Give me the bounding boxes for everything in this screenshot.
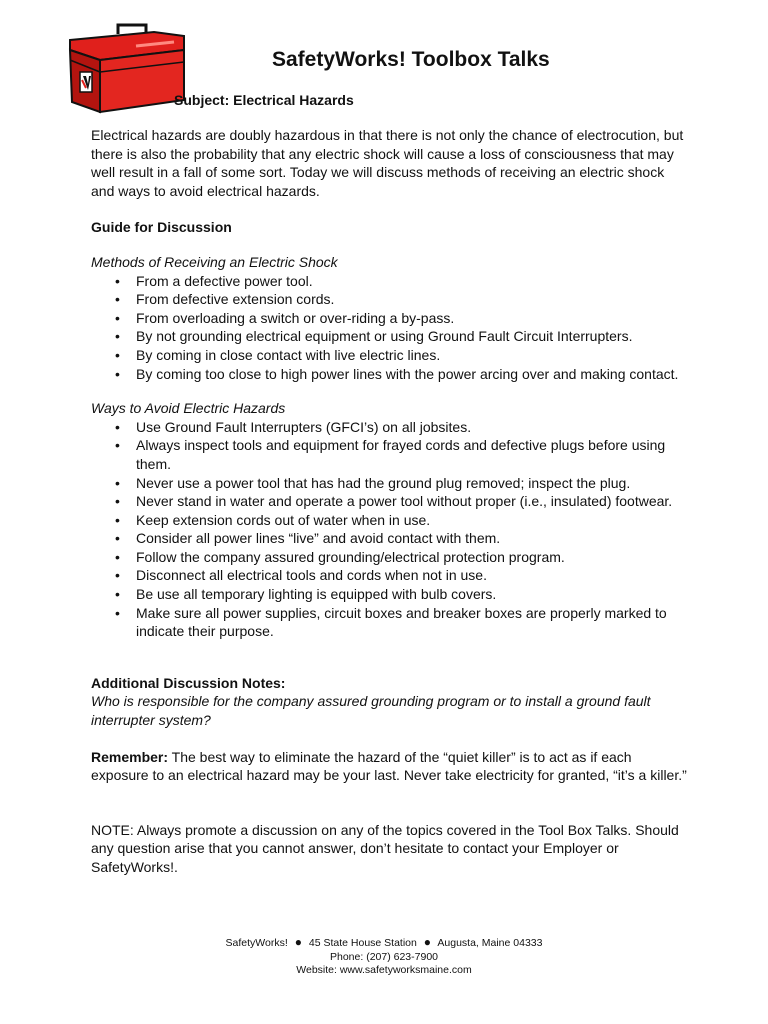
footer-address: 45 State House Station <box>308 937 417 949</box>
bullet-dot-icon: ● <box>294 935 302 949</box>
list-item: • Consider all power lines “live” and avoid contact with them. <box>91 529 691 548</box>
page-title: SafetyWorks! Toolbox Talks <box>272 48 550 71</box>
methods-heading: Methods of Receiving an Electric Shock <box>91 253 338 270</box>
list-item: • Disconnect all electrical tools and cords when not in use. <box>91 566 691 585</box>
footer-org: SafetyWorks! <box>225 937 288 949</box>
toolbox-logo <box>66 20 190 116</box>
list-item: • Never stand in water and operate a power tool without proper (i.e., insulated) footwear. <box>91 492 691 511</box>
subject-line: Subject: Electrical Hazards <box>174 92 354 108</box>
list-item: • Always inspect tools and equipment for frayed cords and defective plugs before using them. <box>91 436 691 473</box>
footer <box>0 936 768 978</box>
list-item: • From a defective power tool. <box>91 272 691 291</box>
list-item: • Follow the company assured grounding/electrical protection program. <box>91 548 691 567</box>
ways-heading: Ways to Avoid Electric Hazards <box>91 400 286 417</box>
methods-list <box>91 272 691 384</box>
footer-address-line <box>0 936 768 951</box>
remember-label: Remember: <box>91 748 169 765</box>
bullet-dot-icon: ● <box>423 935 432 949</box>
list-item: • By coming too close to high power lines with the power arcing over and making contact. <box>91 365 691 384</box>
list-item: • Be use all temporary lighting is equipped with bulb covers. <box>91 585 691 604</box>
list-item: • Use Ground Fault Interrupters (GFCI’s) on all jobsites. <box>91 418 691 437</box>
notes-question: Who is responsible for the company assured grounding program or to install a ground fault interrupter system? <box>91 693 651 729</box>
list-item: • From defective extension cords. <box>91 290 691 309</box>
remember-paragraph <box>91 748 691 785</box>
note-paragraph: NOTE: Always promote a discussion on any of the topics covered in the Tool Box Talks. Should any question arise that you cannot answer, don’t hesitate to contact your Employer or SafetyWorks!. <box>91 821 679 875</box>
list-item: • Keep extension cords out of water when in use. <box>91 511 691 530</box>
footer-city: Augusta, Maine 04333 <box>437 937 543 949</box>
notes-heading: Additional Discussion Notes: <box>91 674 286 691</box>
document-body <box>91 126 691 877</box>
remember-text: The best way to eliminate the hazard of the “quiet killer” is to act as if each exposure to an electrical hazard may be your last. Never take electricity for granted, “it’s a killer.” <box>91 748 687 784</box>
list-item: • Make sure all power supplies, circuit boxes and breaker boxes are properly marked to indicate their purpose. <box>91 604 691 641</box>
footer-phone: Phone: (207) 623-7900 <box>330 950 438 963</box>
footer-website: Website: www.safetyworksmaine.com <box>296 964 472 977</box>
list-item: • By coming in close contact with live electric lines. <box>91 346 691 365</box>
intro-paragraph: Electrical hazards are doubly hazardous in that there is not only the chance of electrocution, but there is also the probability that any electric shock will cause a loss of consciousness that may well result in a fall of some sort. Today we will discuss methods of receiving an electric shock and ways to avoid electrical hazards. <box>91 127 684 199</box>
list-item: • From overloading a switch or over-riding a by-pass. <box>91 309 691 328</box>
guide-heading: Guide for Discussion <box>91 219 232 236</box>
list-item: • Never use a power tool that has had the ground plug removed; inspect the plug. <box>91 474 691 493</box>
list-item: • By not grounding electrical equipment or using Ground Fault Circuit Interrupters. <box>91 327 691 346</box>
ways-list <box>91 418 691 641</box>
toolbox-icon <box>70 25 184 112</box>
